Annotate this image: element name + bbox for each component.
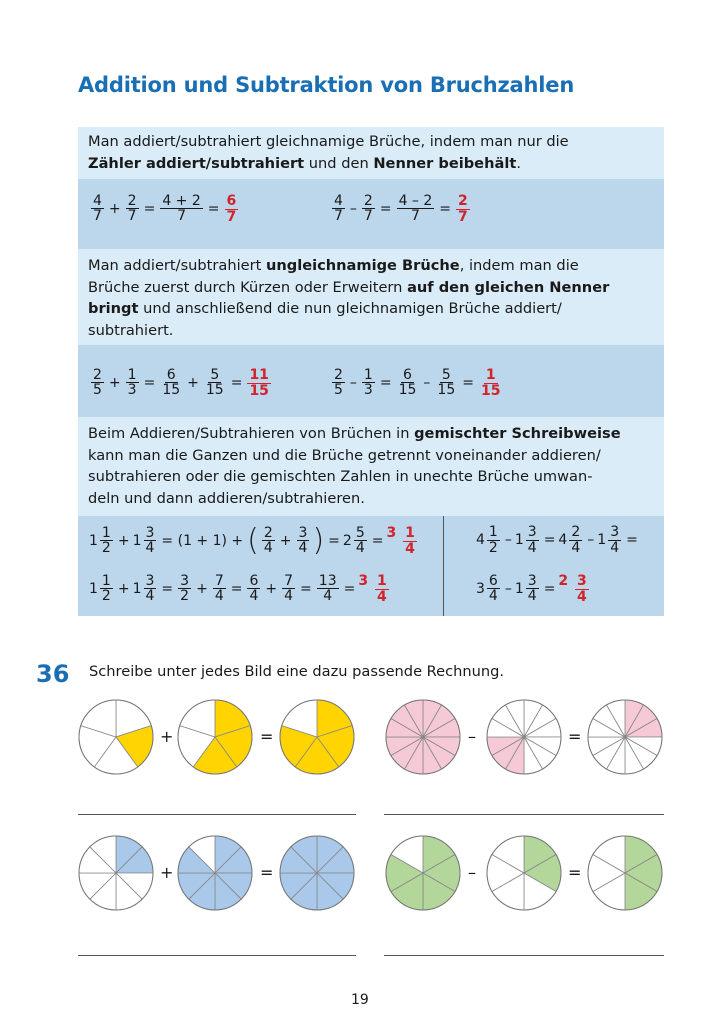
plus-sign: + [160, 863, 174, 882]
task-number: 36 [36, 660, 70, 688]
equation-3-right-2: 3 $\frac{6}{4}$ – 1 $\frac{3}{4}$ = 2 $\frac{3}{4}$ [476, 572, 587, 605]
rule-3-line-1: Beim Addieren/Subtrahieren von Brüchen in gemischter Schreibweise [88, 425, 621, 442]
pie-r2b [176, 834, 254, 912]
plus-sign: + [160, 727, 174, 746]
pie-r1e [485, 698, 563, 776]
rule-3-line-2: kann man die Ganzen und die Brüche getrennt voneinander addieren/ [88, 446, 601, 464]
rule-1-line-2: Zähler addiert/subtrahiert und den Nenner beibehält. [88, 154, 521, 172]
equation-2b: $\frac{2}{5}$ – $\frac{1}{3}$ = $\frac{6}{15}$ – $\frac{5}{15}$ = $\frac{1}{15}$ [334, 366, 501, 399]
pie-r1b [176, 698, 254, 776]
pie-r1a [77, 698, 155, 776]
page-title: Addition und Subtraktion von Bruchzahlen [78, 73, 575, 97]
equation-1a: $\frac{4}{7}$ + $\frac{2}{7}$ = $\frac{4 + 2}{7}$ = $\frac{6}{7}$ [93, 192, 237, 225]
answer-line[interactable] [384, 955, 664, 956]
equals-sign: = [568, 727, 582, 746]
pie-r2e [485, 834, 563, 912]
minus-sign: – [468, 863, 476, 882]
rule-2-line-1: Man addiert/subtrahiert ungleichnamige Brüche, indem man die [88, 257, 579, 274]
rule-2-line-2: Brüche zuerst durch Kürzen oder Erweitern auf den gleichen Nenner [88, 278, 610, 296]
equals-sign: = [568, 863, 582, 882]
rule-box-2 [78, 249, 664, 345]
answer-line[interactable] [384, 814, 664, 815]
task-instruction: Schreibe unter jedes Bild eine dazu passende Rechnung. [89, 663, 505, 680]
page-number: 19 [351, 992, 369, 1008]
pie-r2f [586, 834, 664, 912]
equation-3-left-1: 1 $\frac{1}{2}$ + 1 $\frac{3}{4}$ = (1 + 1) + ( $\frac{2}{4}$ + $\frac{3}{4}$ ) = 2 $\frac{5}{4}$ = 3 $\frac{1}{4}$ [89, 522, 415, 558]
pie-r2c [278, 834, 356, 912]
rule-box-3 [78, 417, 664, 516]
equation-2a: $\frac{2}{5}$ + $\frac{1}{3}$ = $\frac{6}{15}$ + $\frac{5}{15}$ = $\frac{11}{15}$ [93, 366, 269, 399]
pie-r2a [77, 834, 155, 912]
rule-1-line-1: Man addiert/subtrahiert gleichnamige Brüche, indem man nur die [88, 133, 569, 150]
answer-line[interactable] [78, 814, 356, 815]
equals-sign: = [260, 863, 274, 882]
pie-r2d [384, 834, 462, 912]
pie-r1d [384, 698, 462, 776]
equation-3-right-1: 4 $\frac{1}{2}$ – 1 $\frac{3}{4}$ = 4 $\frac{2}{4}$ – 1 $\frac{3}{4}$ = [476, 524, 638, 556]
equation-3-left-2: 1 $\frac{1}{2}$ + 1 $\frac{3}{4}$ = $\frac{3}{2}$ + $\frac{7}{4}$ = $\frac{6}{4}$ + $\frac{7}{4}$ = $\frac{13}{4}$ = 3 $\frac{1}{4}$ [89, 572, 387, 605]
rule-box-1 [78, 127, 664, 179]
equation-1b: $\frac{4}{7}$ – $\frac{2}{7}$ = $\frac{4 - 2}{7}$ = $\frac{2}{7}$ [334, 192, 468, 225]
rule-2-line-3: bringt und anschließend die nun gleichnamigen Brüche addiert/ [88, 300, 562, 317]
rule-3-line-4: deln und dann addieren/subtrahieren. [88, 489, 365, 507]
equals-sign: = [260, 727, 274, 746]
divider-line [443, 516, 444, 616]
minus-sign: – [468, 727, 476, 746]
rule-2-line-4: subtrahiert. [88, 321, 174, 339]
pie-r1f [586, 698, 664, 776]
answer-line[interactable] [78, 955, 356, 956]
pie-r1c [278, 698, 356, 776]
rule-3-line-3: subtrahieren oder die gemischten Zahlen in unechte Brüche umwan- [88, 468, 593, 485]
